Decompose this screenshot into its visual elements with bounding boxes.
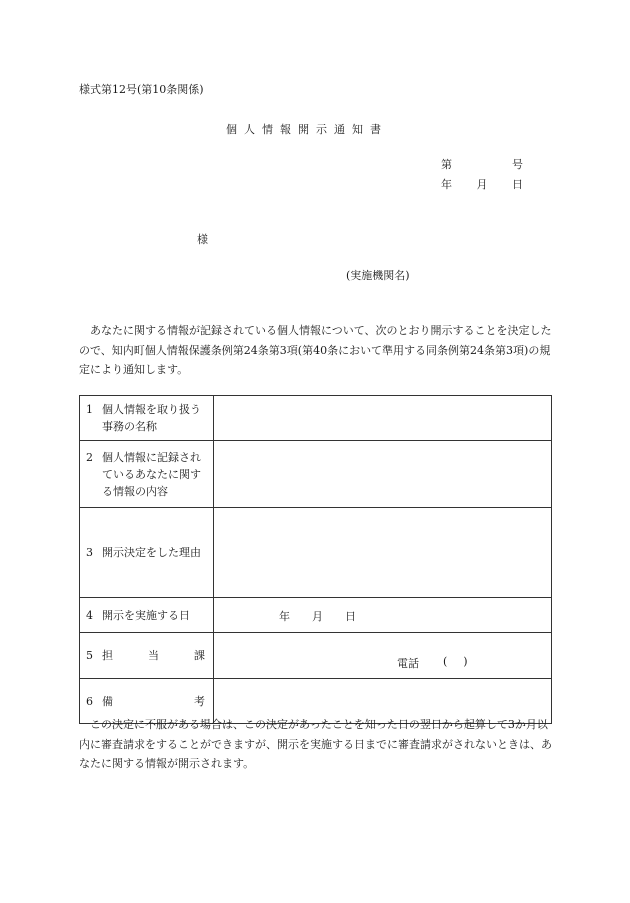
row-value — [214, 633, 552, 679]
form-number: 様式第12号(第10条関係) — [79, 83, 204, 96]
row-label — [80, 598, 214, 633]
row-label-text — [102, 647, 213, 664]
document-title: 個人情報開示通知書 — [226, 123, 388, 136]
row-number: 2 — [86, 450, 93, 464]
date-day: 日 — [512, 178, 523, 191]
table-row — [80, 396, 552, 441]
row-label-text: 個人情報を取り扱う事務の名称 — [102, 403, 201, 433]
number-suffix: 号 — [512, 158, 523, 171]
row-label — [80, 633, 214, 679]
agency-name-label: (実施機関名) — [346, 269, 410, 282]
row-value — [214, 598, 552, 633]
table-row — [80, 633, 552, 679]
notice-body — [79, 321, 554, 380]
row-value — [214, 441, 552, 508]
label-char: 担 — [102, 649, 113, 662]
phone-open-paren: ( — [443, 655, 448, 668]
implementation-month: 月 — [312, 610, 323, 623]
row-number: 5 — [86, 649, 93, 662]
date-year: 年 — [441, 178, 452, 191]
phone-close-paren: ) — [463, 655, 468, 668]
label-char: 考 — [194, 694, 205, 708]
row-number: 1 — [86, 403, 93, 416]
row-number: 4 — [86, 608, 93, 622]
table-row — [80, 508, 552, 598]
document-date-line — [441, 176, 523, 192]
label-char: 課 — [194, 649, 205, 662]
appeal-notice — [79, 715, 554, 774]
implementation-year: 年 — [279, 610, 290, 623]
appeal-notice-text: この決定に不服がある場合は、この決定があったことを知った日の翌日から起算して3か月以内に審査請求をすることができますが、開示を実施する日までに審査請求がされないときは、あなたに関する情報が開示されます。 — [79, 718, 552, 770]
row-value — [214, 396, 552, 441]
row-number: 3 — [86, 546, 93, 559]
date-month: 月 — [476, 178, 488, 191]
row-label-text: 開示を実施する日 — [102, 608, 190, 622]
document-number-line — [441, 156, 523, 172]
notice-body-text: あなたに関する情報が記録されている個人情報について、次のとおり開示することを決定したので、知内町個人情報保護条例第24条第3項(第40条において準用する同条例第24条第3項)の規定により通知します。 — [79, 324, 552, 376]
implementation-day: 日 — [345, 610, 356, 623]
info-table — [79, 395, 552, 724]
row-label — [80, 441, 214, 508]
phone-label: 電話 — [397, 657, 419, 670]
row-number: 6 — [86, 694, 93, 708]
row-label-text: 開示決定をした理由 — [102, 546, 201, 559]
row-label — [80, 508, 214, 598]
label-char: 備 — [102, 694, 113, 708]
row-label-text: 個人情報に記録されているあなたに関する情報の内容 — [102, 450, 201, 498]
row-value — [214, 508, 552, 598]
number-prefix: 第 — [441, 158, 452, 171]
label-char: 当 — [148, 649, 159, 662]
row-label-text — [102, 693, 213, 710]
table-row — [80, 598, 552, 633]
table-row — [80, 441, 552, 508]
row-label — [80, 396, 214, 441]
recipient-honorific: 様 — [197, 233, 208, 246]
